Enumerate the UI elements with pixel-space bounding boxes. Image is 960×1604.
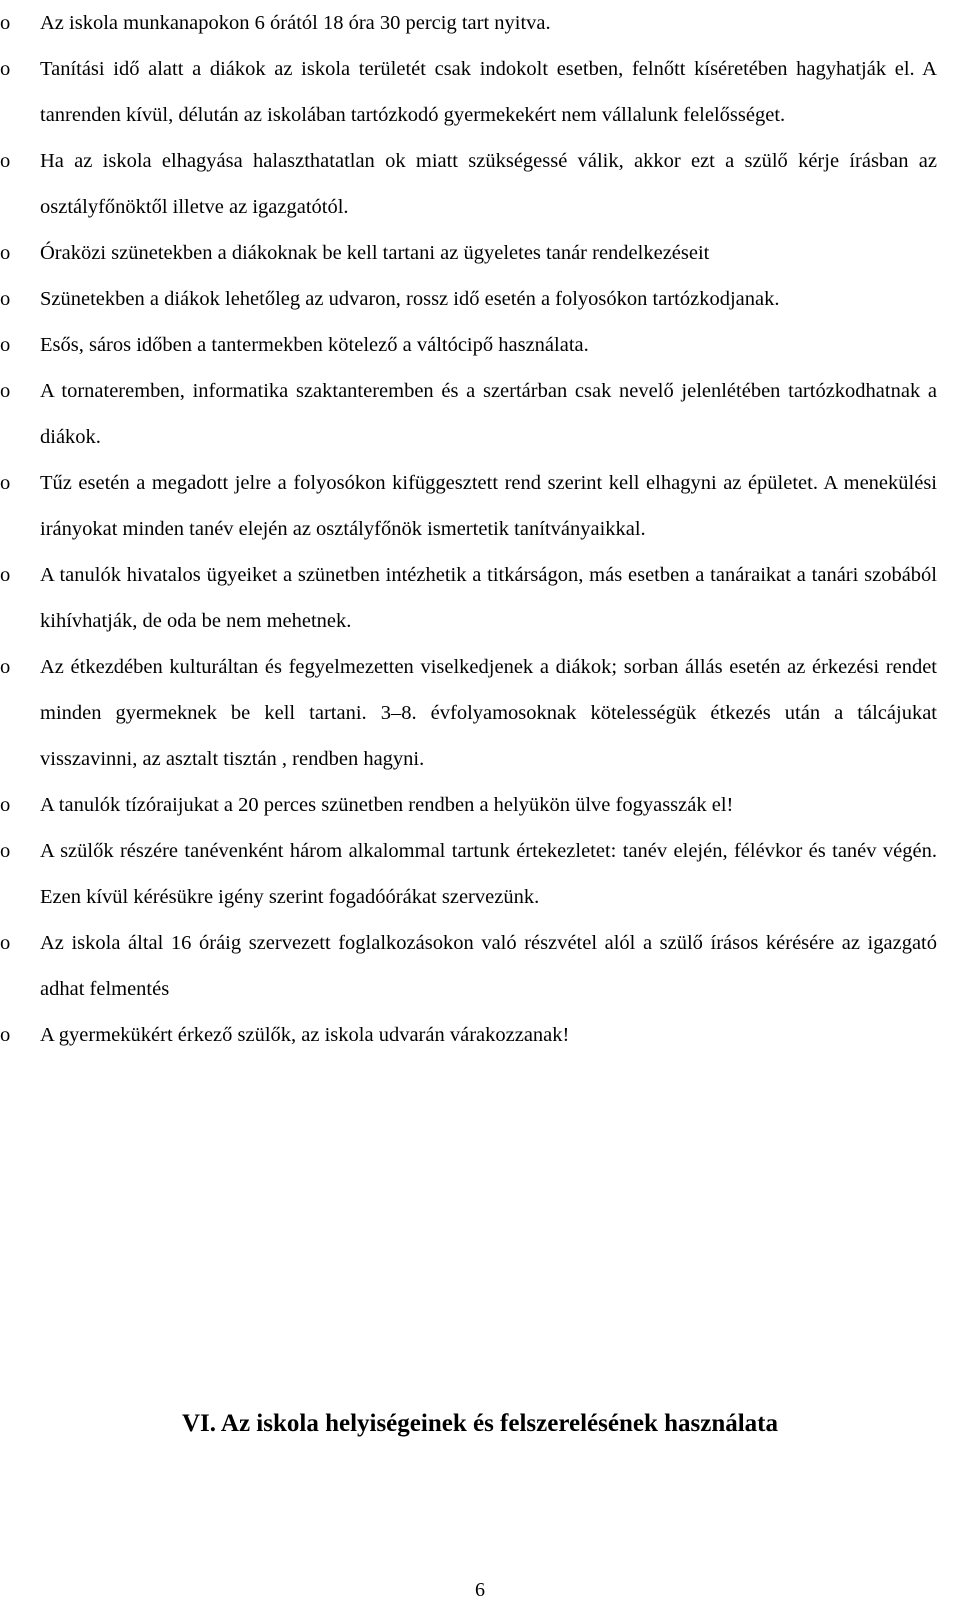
- bullet-marker: o: [0, 1024, 11, 1046]
- list-item: [0, 644, 960, 782]
- section-heading: VI. Az iskola helyiségeinek és felszerelésének használata: [181, 1410, 779, 1437]
- list-item-text: A szülők részére tanévenként három alkalommal tartunk értekezletet: tanév elején, félévkor és tanév végén. Ezen kívül kérésükre igény szerint fogadóórákat szervezünk.: [40, 840, 937, 908]
- list-item-text: A tornateremben, informatika szaktanteremben és a szertárban csak nevelő jelenlétében tartózkodhatnak a diákok.: [40, 380, 937, 448]
- bullet-marker: o: [0, 472, 11, 494]
- bullet-marker: o: [0, 288, 11, 310]
- list-item: [0, 230, 960, 276]
- list-item: [0, 920, 960, 1012]
- list-item-text: Szünetekben a diákok lehetőleg az udvaron, rossz idő esetén a folyosókon tartózkodjanak.: [40, 288, 780, 310]
- bullet-marker: o: [0, 150, 11, 172]
- list-item-text: A tanulók tízóraijukat a 20 perces szünetben rendben a helyükön ülve fogyasszák el!: [40, 794, 734, 816]
- list-item: [0, 782, 960, 828]
- bullet-marker: o: [0, 564, 11, 586]
- bullet-marker: o: [0, 840, 11, 862]
- list-item-text: A tanulók hivatalos ügyeiket a szünetben intézhetik a titkárságon, más esetben a tanáraikat a tanári szobából kihívhatják, de oda be nem mehetnek.: [40, 564, 937, 632]
- list-item: [0, 552, 960, 644]
- list-item-text: Az iskola munkanapokon 6 órától 18 óra 30 percig tart nyitva.: [40, 12, 551, 34]
- bullet-marker: o: [0, 380, 11, 402]
- page-number: 6: [475, 1579, 485, 1601]
- bullet-marker: o: [0, 242, 11, 264]
- list-item: [0, 1012, 960, 1058]
- list-item-text: Az étkezdében kulturáltan és fegyelmezetten viselkedjenek a diákok; sorban állás esetén az érkezési rendet minden gyermeknek be kell tartani. 3–8. évfolyamosoknak kötelességük étkezés után a tálcájukat visszavinni, az asztalt tisztán , rendben hagyni.: [40, 656, 937, 770]
- list-item: [0, 276, 960, 322]
- list-item: [0, 138, 960, 230]
- list-item: [0, 368, 960, 460]
- list-item-text: Ha az iskola elhagyása halaszthatatlan ok miatt szükségessé válik, akkor ezt a szülő kérje írásban az osztályfőnöktől illetve az igazgatótól.: [40, 150, 937, 218]
- bullet-marker: o: [0, 932, 11, 954]
- bullet-marker: o: [0, 12, 11, 34]
- list-item: [0, 828, 960, 920]
- list-item: [0, 322, 960, 368]
- bullet-marker: o: [0, 334, 11, 356]
- list-item: [0, 0, 960, 46]
- bullet-marker: o: [0, 58, 11, 80]
- bullet-marker: o: [0, 794, 11, 816]
- list-item-text: Óraközi szünetekben a diákoknak be kell tartani az ügyeletes tanár rendelkezéseit: [40, 242, 710, 264]
- list-item: [0, 46, 960, 138]
- list-item-text: Az iskola által 16 óráig szervezett foglalkozásokon való részvétel alól a szülő írásos kérésére az igazgató adhat felmentés: [40, 932, 937, 1000]
- list-item-text: Esős, sáros időben a tantermekben kötelező a váltócipő használata.: [40, 334, 589, 356]
- list-item: [0, 460, 960, 552]
- list-item-text: Tanítási idő alatt a diákok az iskola területét csak indokolt esetben, felnőtt kíséretében hagyhatják el. A tanrenden kívül, délután az iskolában tartózkodó gyermekekért nem vállalunk felelősséget.: [40, 58, 937, 126]
- bullet-marker: o: [0, 656, 11, 678]
- list-item-text: A gyermekükért érkező szülők, az iskola udvarán várakozzanak!: [40, 1024, 570, 1046]
- list-item-text: Tűz esetén a megadott jelre a folyosókon kifüggesztett rend szerint kell elhagyni az épületet. A menekülési irányokat minden tanév elején az osztályfőnök ismertetik tanítványaikkal.: [40, 472, 937, 540]
